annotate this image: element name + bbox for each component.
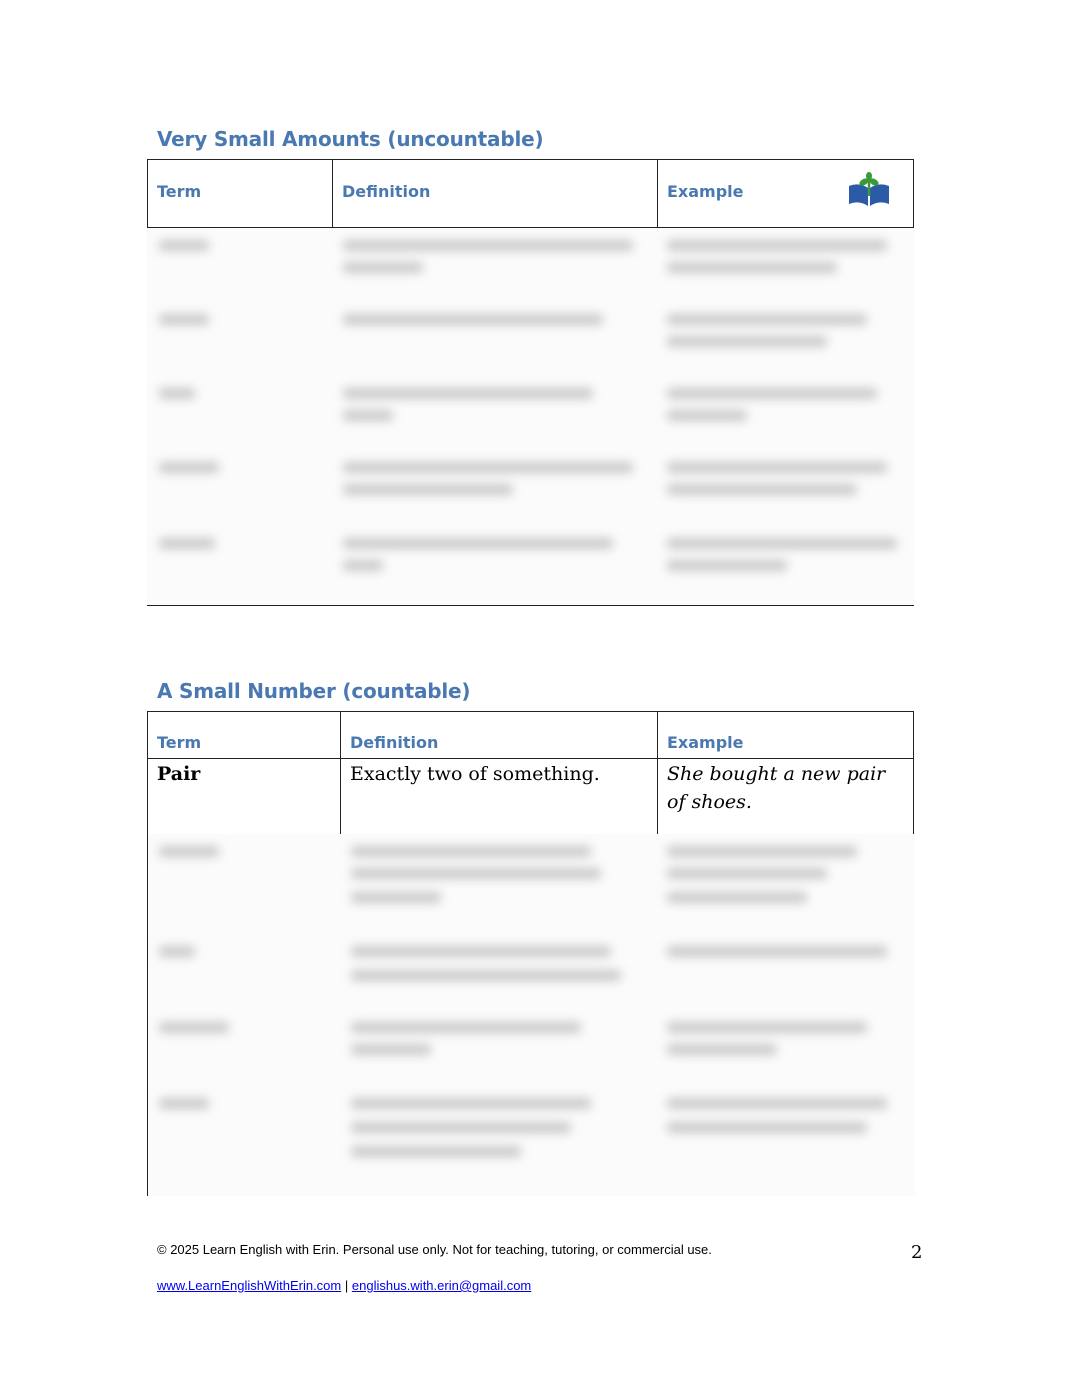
header-example: Example (657, 711, 914, 759)
table-bottom-rule (147, 605, 914, 606)
example-cell: She bought a new pair of shoes. (657, 758, 914, 835)
email-link[interactable]: englishus.with.erin@gmail.com (351, 1278, 532, 1293)
term-cell: Pair (147, 758, 341, 835)
footer-copyright: © 2025 Learn English with Erin. Personal use only. Not for teaching, tutoring, or commercial use. (157, 1242, 712, 1257)
website-link[interactable]: www.LearnEnglishWithErin.com (157, 1278, 342, 1293)
header-term: Term (147, 159, 333, 228)
definition-cell: Exactly two of something. (340, 758, 658, 835)
header-term: Term (147, 711, 341, 759)
table-header-row (147, 160, 914, 228)
header-example: Example (657, 159, 914, 228)
blurred-content-countable (147, 834, 915, 1196)
section-title-uncountable: Very Small Amounts (uncountable) (157, 127, 544, 151)
blurred-content-uncountable (147, 228, 914, 604)
table-row (147, 759, 914, 835)
footer-links (157, 1278, 531, 1293)
header-definition: Definition (340, 711, 658, 759)
header-definition: Definition (332, 159, 658, 228)
table-header-row (147, 712, 914, 759)
section-title-countable: A Small Number (countable) (157, 679, 471, 703)
uncountable-table (147, 160, 914, 228)
footer-separator: | (344, 1278, 349, 1293)
english-with-erin-logo (846, 172, 892, 216)
countable-table (147, 712, 914, 835)
page-number: 2 (911, 1242, 923, 1263)
